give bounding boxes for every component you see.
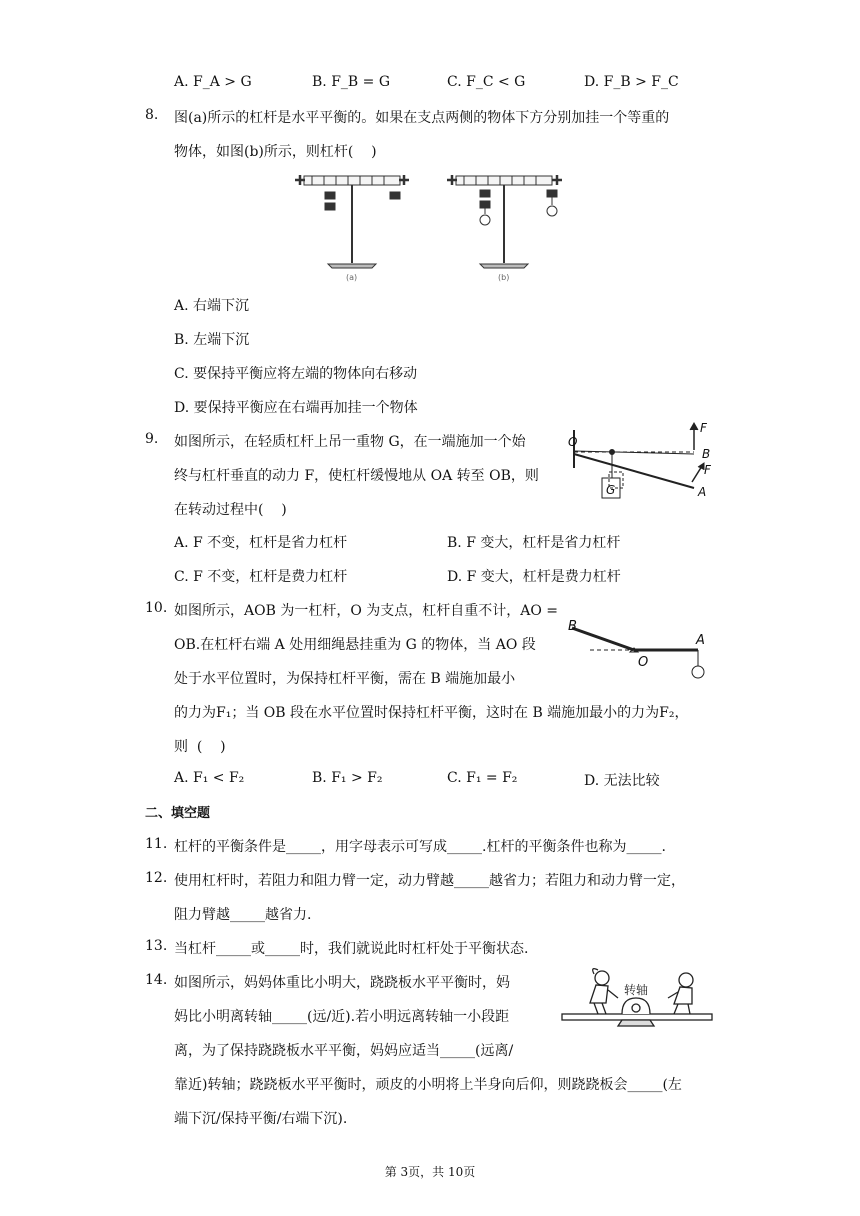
q9-option-b: B. F 变大，杠杆是省力杠杆 xyxy=(447,535,621,551)
q8-line1: 图(a)所示的杠杆是水平平衡的。如果在支点两侧的物体下方分别加挂一个等重的 xyxy=(174,110,670,126)
q12-number: 12. xyxy=(145,870,168,886)
q9-lever-figure xyxy=(566,420,716,516)
q9-option-c: C. F 不变，杠杆是费力杠杆 xyxy=(174,569,348,585)
q8-option-b: B. 左端下沉 xyxy=(174,332,250,348)
q10-option-d: D. 无法比较 xyxy=(584,773,660,789)
q9-label-f-top: F xyxy=(700,421,707,435)
q9-line3: 在转动过程中( ) xyxy=(174,502,287,518)
q10-option-a: A. F₁ < F₂ xyxy=(174,770,245,786)
q10-option-c: C. F₁ = F₂ xyxy=(447,770,518,786)
q9-label-a: A xyxy=(698,485,707,499)
q8-lever-figures xyxy=(290,168,580,283)
q8-line2: 物体，如图(b)所示，则杠杆( ) xyxy=(174,144,377,160)
q9-line1: 如图所示，在轻质杠杆上吊一重物 G，在一端施加一个始 xyxy=(174,434,526,450)
q8-option-c: C. 要保持平衡应将左端的物体向右移动 xyxy=(174,366,418,382)
q10-number: 10. xyxy=(145,600,168,616)
q9-label-f-side: F xyxy=(704,463,711,477)
q12-line1: 使用杠杆时，若阻力和阻力臂一定，动力臂越_____越省力；若阻力和动力臂一定， xyxy=(174,873,685,889)
section-title-fill-blank: 二、填空题 xyxy=(145,806,211,821)
q13-number: 13. xyxy=(145,938,168,954)
q8-fig-a-label: (a) xyxy=(346,273,358,282)
q10-label-o: O xyxy=(638,655,649,670)
q11-text: 杠杆的平衡条件是_____，用字母表示可写成_____.杠杆的平衡条件也称为_____. xyxy=(174,839,666,855)
q8-option-a: A. 右端下沉 xyxy=(174,298,250,314)
q8-number: 8. xyxy=(145,107,159,123)
q14-line2: 妈比小明离转轴_____(远/近).若小明远离转轴一小段距 xyxy=(174,1009,510,1025)
q10-line5: 则 ( ) xyxy=(174,739,226,755)
q14-number: 14. xyxy=(145,972,168,988)
q12-line2: 阻力臂越_____越省力. xyxy=(174,907,312,923)
q14-line3: 离，为了保持跷跷板水平平衡，妈妈应适当_____(远离/ xyxy=(174,1043,514,1059)
q9-label-b: B xyxy=(702,447,711,461)
q9-label-o: O xyxy=(568,435,578,449)
q10-lever-figure xyxy=(560,618,720,680)
q10-label-b: B xyxy=(568,619,577,634)
q10-option-b: B. F₁ > F₂ xyxy=(312,770,383,786)
q14-seesaw-figure xyxy=(560,958,715,1034)
q7-option-b: B. F_B = G xyxy=(312,74,391,90)
q10-line2: OB.在杠杆右端 A 处用细绳悬挂重为 G 的物体，当 AO 段 xyxy=(174,637,536,653)
q13-text: 当杠杆_____或_____时，我们就说此时杠杆处于平衡状态. xyxy=(174,941,529,957)
q9-option-d: D. F 变大，杠杆是费力杠杆 xyxy=(447,569,621,585)
q8-fig-b-label: (b) xyxy=(498,273,510,282)
q10-line1: 如图所示，AOB 为一杠杆，O 为支点，杠杆自重不计，AO = xyxy=(174,603,559,619)
q8-figure-b xyxy=(447,175,562,268)
page-footer: 第 3页，共 10页 xyxy=(384,1165,476,1179)
q14-pivot-label: 转轴 xyxy=(624,983,649,997)
q14-line1: 如图所示，妈妈体重比小明大，跷跷板水平平衡时，妈 xyxy=(174,975,510,991)
q11-number: 11. xyxy=(145,836,168,852)
q9-label-g: G xyxy=(606,483,616,497)
q9-option-a: A. F 不变，杠杆是省力杠杆 xyxy=(174,535,348,551)
q8-option-d: D. 要保持平衡应在右端再加挂一个物体 xyxy=(174,400,418,416)
q9-number: 9. xyxy=(145,431,159,447)
q7-option-a: A. F_A > G xyxy=(174,74,252,90)
q10-line3: 处于水平位置时，为保持杠杆平衡，需在 B 端施加最小 xyxy=(174,671,516,687)
q7-option-c: C. F_C < G xyxy=(447,74,526,90)
q10-label-a: A xyxy=(696,633,705,648)
q7-option-d: D. F_B > F_C xyxy=(584,74,679,90)
q8-figure-a xyxy=(295,175,409,268)
q14-line4: 靠近)转轴；跷跷板水平平衡时，顽皮的小明将上半身向后仰，则跷跷板会_____(左 xyxy=(174,1077,682,1093)
q10-line4: 的力为F₁；当 OB 段在水平位置时保持杠杆平衡，这时在 B 端施加最小的力为F₂， xyxy=(174,705,689,721)
q14-line5: 端下沉/保持平衡/右端下沉). xyxy=(174,1111,348,1127)
q9-line2: 终与杠杆垂直的动力 F，使杠杆缓慢地从 OA 转至 OB，则 xyxy=(174,468,539,484)
